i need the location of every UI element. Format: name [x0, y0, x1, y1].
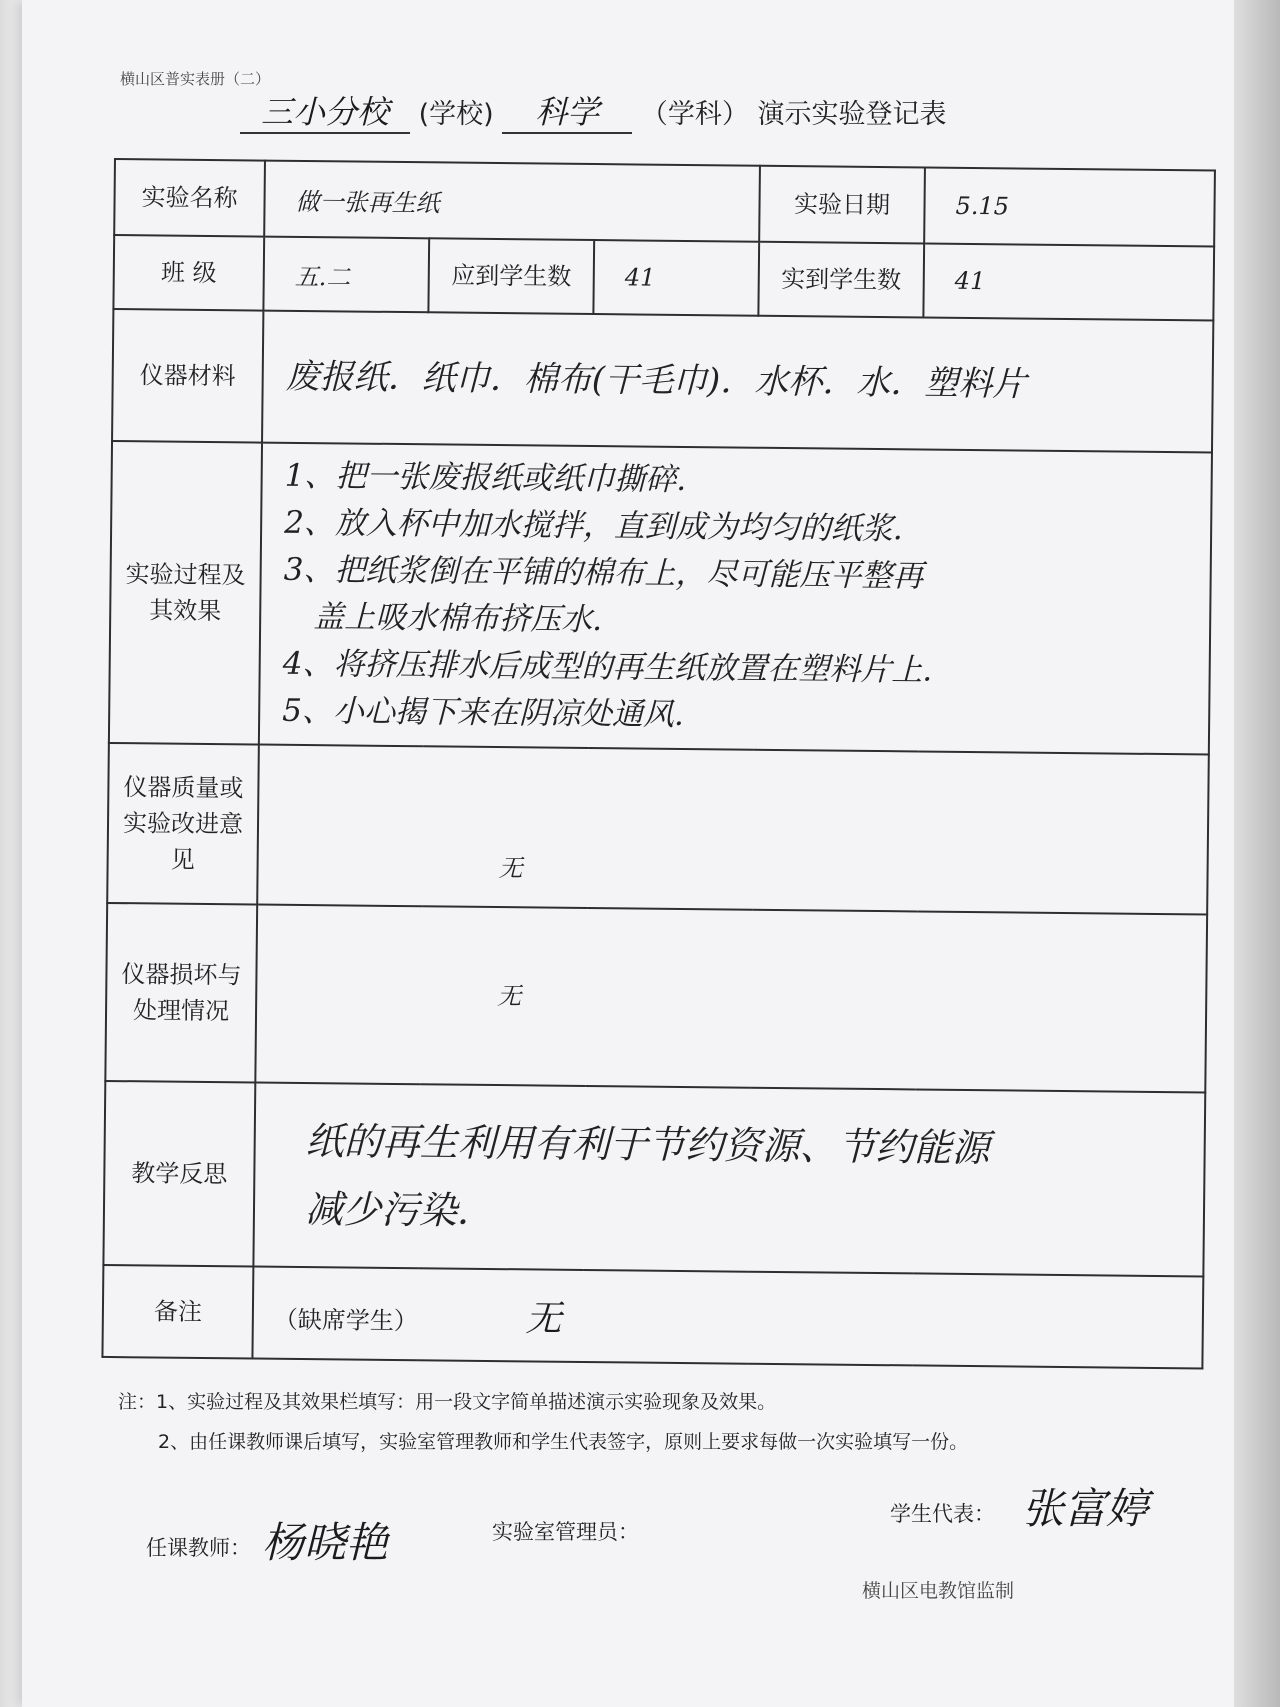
subject-field[interactable]: 科学 [502, 92, 632, 134]
actual-students-field[interactable]: 41 [923, 243, 1214, 320]
expected-students-field[interactable]: 41 [593, 240, 759, 316]
damage-field[interactable]: 无 [255, 905, 1207, 1093]
process-field[interactable] [259, 443, 1212, 755]
lab-admin-signature-label: 实验室管理员： [492, 1520, 639, 1544]
expected-students-label: 应到学生数 [428, 238, 594, 314]
note-1: 注：1、实验过程及其效果栏填写：用一段文字简单描述演示实验现象及效果。 [118, 1391, 777, 1413]
school-label: (学校) [418, 99, 494, 130]
reflection-line: 减少污染. [304, 1187, 470, 1233]
process-step: 3、把纸浆倒在平铺的棉布上，尽可能压平整再 [283, 551, 924, 595]
date-label: 实验日期 [759, 166, 925, 244]
quality-label: 仪器质量或实验改进意见 [107, 743, 259, 905]
footer-supervisor: 横山区电教馆监制 [862, 1580, 1015, 1602]
absent-students-label: （缺席学生） [273, 1305, 418, 1335]
absent-students-value: 无 [525, 1297, 562, 1340]
form-title: 演示实验登记表 [757, 99, 947, 130]
table-surface-edge [1234, 0, 1280, 1707]
damage-label: 仪器损坏与处理情况 [105, 903, 257, 1083]
school-field[interactable]: 三小分校 [240, 92, 410, 134]
class-label: 班 级 [113, 235, 264, 311]
process-step: 5、小心揭下来在阴凉处通风. [282, 692, 684, 733]
materials-field[interactable]: 废报纸．纸巾．棉布(干毛巾)．水杯．水．塑料片 [262, 311, 1213, 453]
student-rep-signature[interactable]: 张富婷 [1022, 1484, 1149, 1533]
form-notes [118, 1382, 1168, 1462]
process-step: 4、将挤压排水后成型的再生纸放置在塑料片上. [282, 645, 933, 689]
form-title-line [240, 92, 1040, 152]
quality-field[interactable]: 无 [257, 745, 1209, 915]
date-field[interactable]: 5.15 [924, 167, 1215, 246]
student-rep-signature-label: 学生代表： [890, 1502, 995, 1526]
remarks-label: 备注 [102, 1265, 253, 1359]
process-label: 实验过程及其效果 [109, 441, 262, 745]
reflection-field[interactable] [253, 1083, 1205, 1277]
remarks-field[interactable] [252, 1267, 1203, 1369]
materials-label: 仪器材料 [112, 309, 263, 443]
teacher-signature-label: 任课教师： [146, 1536, 251, 1560]
class-field[interactable]: 五.二 [263, 237, 429, 313]
experiment-name-label: 实验名称 [114, 159, 265, 237]
experiment-name-field[interactable]: 做一张再生纸 [264, 161, 760, 242]
reflection-label: 教学反思 [103, 1081, 255, 1267]
process-step: 1、把一张废报纸或纸巾撕碎. [284, 457, 687, 499]
subject-label: （学科） [640, 99, 749, 130]
experiment-register-table [101, 158, 1216, 1369]
reflection-line: 纸的再生利用有利于节约资源、节约能源 [305, 1119, 990, 1171]
process-step: 盖上吸水棉布挤压水. [313, 599, 603, 639]
actual-students-label: 实到学生数 [758, 242, 924, 318]
background-page-edge [0, 0, 22, 1707]
process-step: 2、放入杯中加水搅拌，直到成为均匀的纸浆. [284, 504, 903, 548]
teacher-signature[interactable]: 杨晓艳 [262, 1518, 389, 1567]
booklet-label: 横山区普实表册（二） [120, 70, 271, 88]
note-2: 2、由任课教师课后填写，实验室管理教师和学生代表签字，原则上要求每做一次实验填写一份。 [158, 1431, 969, 1453]
